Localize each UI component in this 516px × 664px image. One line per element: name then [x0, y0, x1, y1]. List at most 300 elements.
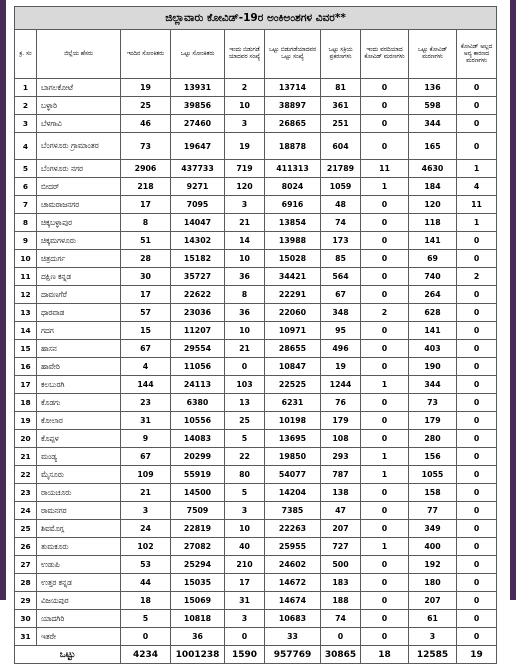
total-cases: 11207	[171, 322, 225, 340]
total-discharged: 13695	[265, 430, 321, 448]
other-deaths: 0	[457, 250, 497, 268]
district-name: ಚಿಕ್ಕಮಗಳೂರು	[37, 232, 121, 250]
district-name: ಚಿಕ್ಕಬಳ್ಳಾಪುರ	[37, 214, 121, 232]
other-deaths: 0	[457, 340, 497, 358]
total-deaths: 12585	[409, 646, 457, 664]
total-discharged: 14674	[265, 592, 321, 610]
active-cases: 500	[321, 556, 361, 574]
header-total-cases: ಒಟ್ಟು ಸೋಂಕಿತರು	[171, 30, 225, 79]
total-discharged: 33	[265, 628, 321, 646]
other-deaths: 0	[457, 304, 497, 322]
other-deaths: 2	[457, 268, 497, 286]
total-cases: 27460	[171, 115, 225, 133]
active-cases: 108	[321, 430, 361, 448]
total-cases: 36	[171, 628, 225, 646]
deaths-today: 0	[361, 196, 409, 214]
total-cases: 14083	[171, 430, 225, 448]
other-deaths: 0	[457, 133, 497, 160]
today-cases: 218	[121, 178, 171, 196]
total-deaths: 740	[409, 268, 457, 286]
total-cases: 15182	[171, 250, 225, 268]
active-cases: 21789	[321, 160, 361, 178]
total-discharged: 14204	[265, 484, 321, 502]
today-cases: 67	[121, 448, 171, 466]
total-discharged: 8024	[265, 178, 321, 196]
total-deaths: 400	[409, 538, 457, 556]
discharged-today: 25	[225, 412, 265, 430]
other-deaths: 0	[457, 97, 497, 115]
total-deaths: 180	[409, 574, 457, 592]
table-row	[15, 592, 497, 610]
deaths-today: 1	[361, 448, 409, 466]
active-cases: 48	[321, 196, 361, 214]
other-deaths: 11	[457, 196, 497, 214]
total-discharged: 10683	[265, 610, 321, 628]
total-discharged: 22525	[265, 376, 321, 394]
total-cases: 29554	[171, 340, 225, 358]
total-deaths: 179	[409, 412, 457, 430]
deaths-today: 0	[361, 502, 409, 520]
active-cases: 348	[321, 304, 361, 322]
total-discharged: 22060	[265, 304, 321, 322]
discharged-today: 14	[225, 232, 265, 250]
total-deaths: 156	[409, 448, 457, 466]
total-cases: 7095	[171, 196, 225, 214]
deaths-today: 0	[361, 592, 409, 610]
table-row	[15, 610, 497, 628]
row-sl-no: 1	[15, 79, 37, 97]
total-cases: 15035	[171, 574, 225, 592]
total-discharged: 38897	[265, 97, 321, 115]
other-deaths: 0	[457, 610, 497, 628]
total-discharged: 54077	[265, 466, 321, 484]
deaths-today: 0	[361, 340, 409, 358]
total-cases: 14302	[171, 232, 225, 250]
today-cases: 102	[121, 538, 171, 556]
total-cases: 13931	[171, 79, 225, 97]
other-deaths: 0	[457, 574, 497, 592]
row-sl-no: 16	[15, 358, 37, 376]
district-name: ಕೊಪ್ಪಳ	[37, 430, 121, 448]
total-discharged: 10847	[265, 358, 321, 376]
total-discharged: 13988	[265, 232, 321, 250]
district-name: ಬೀದರ್	[37, 178, 121, 196]
total-cases: 27082	[171, 538, 225, 556]
active-cases: 179	[321, 412, 361, 430]
row-sl-no: 10	[15, 250, 37, 268]
deaths-today: 0	[361, 115, 409, 133]
total-deaths: 69	[409, 250, 457, 268]
total-discharged: 13854	[265, 214, 321, 232]
left-border-stripe	[0, 0, 6, 600]
district-name: ತುಮಕೂರು	[37, 538, 121, 556]
table-row	[15, 214, 497, 232]
other-deaths: 4	[457, 178, 497, 196]
total-cases: 437733	[171, 160, 225, 178]
table-row	[15, 376, 497, 394]
table-row	[15, 574, 497, 592]
other-deaths: 0	[457, 430, 497, 448]
right-border-stripe	[510, 0, 516, 600]
total-discharged: 10198	[265, 412, 321, 430]
total-discharged: 10971	[265, 322, 321, 340]
deaths-today: 0	[361, 133, 409, 160]
total-cases: 10556	[171, 412, 225, 430]
today-cases: 25	[121, 97, 171, 115]
discharged-today: 10	[225, 520, 265, 538]
total-deaths: 136	[409, 79, 457, 97]
row-sl-no: 25	[15, 520, 37, 538]
discharged-today: 40	[225, 538, 265, 556]
district-name: ಕಲಬುರಗಿ	[37, 376, 121, 394]
table-row	[15, 340, 497, 358]
district-name: ಉತ್ತರ ಕನ್ನಡ	[37, 574, 121, 592]
total-cases: 35727	[171, 268, 225, 286]
header-discharged-today: ಇಂದು ಬಿಡುಗಡೆ ಯಾದವರ ಸಂಖ್ಯೆ	[225, 30, 265, 79]
today-cases: 30	[121, 268, 171, 286]
total-cases: 22622	[171, 286, 225, 304]
today-cases: 23	[121, 394, 171, 412]
active-cases: 19	[321, 358, 361, 376]
header-deaths-today: ಇಂದು ವರದಿಯಾದ ಕೋವಿಡ್ ಮರಣಗಳು	[361, 30, 409, 79]
other-deaths: 1	[457, 214, 497, 232]
deaths-today: 2	[361, 304, 409, 322]
total-cases: 15069	[171, 592, 225, 610]
row-sl-no: 17	[15, 376, 37, 394]
row-sl-no: 20	[15, 430, 37, 448]
total-deaths: 344	[409, 115, 457, 133]
header-today-cases: ಇಂದಿನ ಸೋಂಕಿತರು	[121, 30, 171, 79]
total-cases: 19647	[171, 133, 225, 160]
discharged-today: 3	[225, 502, 265, 520]
total-deaths: 264	[409, 286, 457, 304]
table-row	[15, 628, 497, 646]
today-cases: 46	[121, 115, 171, 133]
deaths-today: 0	[361, 286, 409, 304]
discharged-today: 13	[225, 394, 265, 412]
row-sl-no: 18	[15, 394, 37, 412]
header-district-name: ಜಿಲ್ಲೆಯ ಹೆಸರು	[37, 30, 121, 79]
deaths-today: 1	[361, 466, 409, 484]
total-other-deaths: 19	[457, 646, 497, 664]
total-cases: 7509	[171, 502, 225, 520]
total-discharged: 14672	[265, 574, 321, 592]
other-deaths: 1	[457, 160, 497, 178]
total-deaths: 77	[409, 502, 457, 520]
active-cases: 207	[321, 520, 361, 538]
total-discharged: 22263	[265, 520, 321, 538]
table-row	[15, 304, 497, 322]
discharged-today: 3	[225, 115, 265, 133]
row-sl-no: 21	[15, 448, 37, 466]
total-cases: 11056	[171, 358, 225, 376]
row-sl-no: 6	[15, 178, 37, 196]
other-deaths: 0	[457, 322, 497, 340]
deaths-today: 0	[361, 412, 409, 430]
today-cases: 73	[121, 133, 171, 160]
district-name: ಕೋಲಾರ	[37, 412, 121, 430]
deaths-today: 0	[361, 628, 409, 646]
table-row	[15, 268, 497, 286]
deaths-today: 0	[361, 520, 409, 538]
active-cases: 85	[321, 250, 361, 268]
total-discharged: 22291	[265, 286, 321, 304]
discharged-today: 719	[225, 160, 265, 178]
deaths-today: 0	[361, 574, 409, 592]
total-discharged: 957769	[265, 646, 321, 664]
row-sl-no: 27	[15, 556, 37, 574]
other-deaths: 0	[457, 466, 497, 484]
table-row	[15, 538, 497, 556]
total-deaths: 141	[409, 232, 457, 250]
other-deaths: 0	[457, 502, 497, 520]
total-cases: 14047	[171, 214, 225, 232]
row-sl-no: 28	[15, 574, 37, 592]
total-deaths: 344	[409, 376, 457, 394]
total-deaths: 192	[409, 556, 457, 574]
total-deaths: 61	[409, 610, 457, 628]
header-row	[15, 30, 497, 79]
discharged-today: 19	[225, 133, 265, 160]
active-cases: 787	[321, 466, 361, 484]
table-row	[15, 178, 497, 196]
other-deaths: 0	[457, 520, 497, 538]
other-deaths: 0	[457, 556, 497, 574]
row-sl-no: 9	[15, 232, 37, 250]
district-name: ಶಿವಮೊಗ್ಗ	[37, 520, 121, 538]
total-deaths: 120	[409, 196, 457, 214]
total-cases: 24113	[171, 376, 225, 394]
table-row	[15, 196, 497, 214]
district-name: ಇತರೇ	[37, 628, 121, 646]
discharged-today: 10	[225, 322, 265, 340]
deaths-today: 0	[361, 250, 409, 268]
deaths-today: 0	[361, 232, 409, 250]
header-total-deaths: ಒಟ್ಟು ಕೋವಿಡ್ ಮರಣಗಳು	[409, 30, 457, 79]
total-cases: 55919	[171, 466, 225, 484]
discharged-today: 8	[225, 286, 265, 304]
total-deaths: 184	[409, 178, 457, 196]
table-row	[15, 358, 497, 376]
total-row	[15, 646, 497, 664]
total-discharged: 15028	[265, 250, 321, 268]
table-row	[15, 430, 497, 448]
row-sl-no: 12	[15, 286, 37, 304]
total-cases: 6380	[171, 394, 225, 412]
deaths-today: 11	[361, 160, 409, 178]
other-deaths: 0	[457, 592, 497, 610]
deaths-today: 1	[361, 376, 409, 394]
other-deaths: 0	[457, 376, 497, 394]
total-deaths: 158	[409, 484, 457, 502]
total-cases: 9271	[171, 178, 225, 196]
district-name: ಮಂಡ್ಯ	[37, 448, 121, 466]
total-deaths: 207	[409, 592, 457, 610]
other-deaths: 0	[457, 79, 497, 97]
total-today: 4234	[121, 646, 171, 664]
active-cases: 604	[321, 133, 361, 160]
district-name: ಯಾದಗಿರಿ	[37, 610, 121, 628]
discharged-today: 210	[225, 556, 265, 574]
active-cases: 95	[321, 322, 361, 340]
row-sl-no: 29	[15, 592, 37, 610]
total-deaths: 1055	[409, 466, 457, 484]
today-cases: 67	[121, 340, 171, 358]
discharged-today: 3	[225, 196, 265, 214]
table-row	[15, 484, 497, 502]
row-sl-no: 26	[15, 538, 37, 556]
covid-district-table-page	[14, 6, 496, 660]
table-row	[15, 394, 497, 412]
active-cases: 496	[321, 340, 361, 358]
today-cases: 53	[121, 556, 171, 574]
today-cases: 17	[121, 196, 171, 214]
total-deaths: 403	[409, 340, 457, 358]
table-row	[15, 286, 497, 304]
today-cases: 57	[121, 304, 171, 322]
today-cases: 15	[121, 322, 171, 340]
total-discharged: 25955	[265, 538, 321, 556]
total-deaths: 598	[409, 97, 457, 115]
deaths-today: 0	[361, 394, 409, 412]
total-discharged: 28655	[265, 340, 321, 358]
row-sl-no: 24	[15, 502, 37, 520]
active-cases: 564	[321, 268, 361, 286]
table-row	[15, 502, 497, 520]
table-row	[15, 79, 497, 97]
total-cases: 23036	[171, 304, 225, 322]
district-name: ಗದಗ	[37, 322, 121, 340]
table-row	[15, 466, 497, 484]
discharged-today: 103	[225, 376, 265, 394]
total-discharged: 6916	[265, 196, 321, 214]
deaths-today: 0	[361, 268, 409, 286]
row-sl-no: 5	[15, 160, 37, 178]
row-sl-no: 3	[15, 115, 37, 133]
deaths-today: 1	[361, 538, 409, 556]
discharged-today: 17	[225, 574, 265, 592]
active-cases: 188	[321, 592, 361, 610]
discharged-today: 31	[225, 592, 265, 610]
total-deaths: 73	[409, 394, 457, 412]
today-cases: 28	[121, 250, 171, 268]
row-sl-no: 11	[15, 268, 37, 286]
other-deaths: 0	[457, 232, 497, 250]
active-cases: 74	[321, 214, 361, 232]
active-cases: 361	[321, 97, 361, 115]
total-deaths: 141	[409, 322, 457, 340]
row-sl-no: 2	[15, 97, 37, 115]
district-name: ಬೆಂಗಳೂರು ಗ್ರಾಮಾಂತರ	[37, 133, 121, 160]
table-row	[15, 250, 497, 268]
row-sl-no: 14	[15, 322, 37, 340]
total-deaths: 4630	[409, 160, 457, 178]
active-cases: 1059	[321, 178, 361, 196]
table-row	[15, 232, 497, 250]
discharged-today: 36	[225, 268, 265, 286]
table-row	[15, 133, 497, 160]
total-deaths: 3	[409, 628, 457, 646]
table-body	[15, 79, 497, 646]
district-name: ವಿಜಯಪುರ	[37, 592, 121, 610]
total-discharged: 6231	[265, 394, 321, 412]
discharged-today: 0	[225, 358, 265, 376]
today-cases: 144	[121, 376, 171, 394]
other-deaths: 0	[457, 394, 497, 412]
table-row	[15, 448, 497, 466]
total-discharged: 24602	[265, 556, 321, 574]
active-cases: 727	[321, 538, 361, 556]
table-row	[15, 556, 497, 574]
district-name: ಕೊಡಗು	[37, 394, 121, 412]
other-deaths: 0	[457, 538, 497, 556]
other-deaths: 0	[457, 412, 497, 430]
total-cases: 14500	[171, 484, 225, 502]
district-name: ಉಡುಪಿ	[37, 556, 121, 574]
row-sl-no: 8	[15, 214, 37, 232]
discharged-today: 10	[225, 250, 265, 268]
total-cases: 10818	[171, 610, 225, 628]
table-row	[15, 520, 497, 538]
today-cases: 31	[121, 412, 171, 430]
total-deaths: 628	[409, 304, 457, 322]
active-cases: 74	[321, 610, 361, 628]
today-cases: 21	[121, 484, 171, 502]
active-cases: 251	[321, 115, 361, 133]
discharged-today: 22	[225, 448, 265, 466]
total-cases: 20299	[171, 448, 225, 466]
discharged-today: 0	[225, 628, 265, 646]
deaths-today: 0	[361, 556, 409, 574]
discharged-today: 21	[225, 214, 265, 232]
header-active-cases: ಒಟ್ಟು ಸಕ್ರಿಯ ಪ್ರಕರಣಗಳು	[321, 30, 361, 79]
today-cases: 24	[121, 520, 171, 538]
total-cases: 25294	[171, 556, 225, 574]
total-deaths: 118	[409, 214, 457, 232]
today-cases: 17	[121, 286, 171, 304]
today-cases: 0	[121, 628, 171, 646]
total-discharged-today: 1590	[225, 646, 265, 664]
district-name: ರಾಮನಗರ	[37, 502, 121, 520]
district-name: ಹಾವೇರಿ	[37, 358, 121, 376]
today-cases: 18	[121, 592, 171, 610]
row-sl-no: 31	[15, 628, 37, 646]
discharged-today: 36	[225, 304, 265, 322]
discharged-today: 5	[225, 430, 265, 448]
other-deaths: 0	[457, 115, 497, 133]
deaths-today: 1	[361, 178, 409, 196]
discharged-today: 21	[225, 340, 265, 358]
total-cases: 39856	[171, 97, 225, 115]
deaths-today: 0	[361, 214, 409, 232]
total-cases: 1001238	[171, 646, 225, 664]
row-sl-no: 30	[15, 610, 37, 628]
total-deaths: 165	[409, 133, 457, 160]
deaths-today: 0	[361, 358, 409, 376]
district-name: ಬೆಂಗಳೂರು ನಗರ	[37, 160, 121, 178]
deaths-today: 0	[361, 322, 409, 340]
today-cases: 44	[121, 574, 171, 592]
district-name: ದಕ್ಷಿಣ ಕನ್ನಡ	[37, 268, 121, 286]
total-cases: 22819	[171, 520, 225, 538]
deaths-today: 0	[361, 430, 409, 448]
district-name: ಬಾಗಲಕೋಟೆ	[37, 79, 121, 97]
total-discharged: 7385	[265, 502, 321, 520]
total-deaths: 349	[409, 520, 457, 538]
active-cases: 173	[321, 232, 361, 250]
today-cases: 51	[121, 232, 171, 250]
header-total-discharged: ಒಟ್ಟು ಬಿಡುಗಡೆಯಾದವರ ಒಟ್ಟು ಸಂಖ್ಯೆ	[265, 30, 321, 79]
